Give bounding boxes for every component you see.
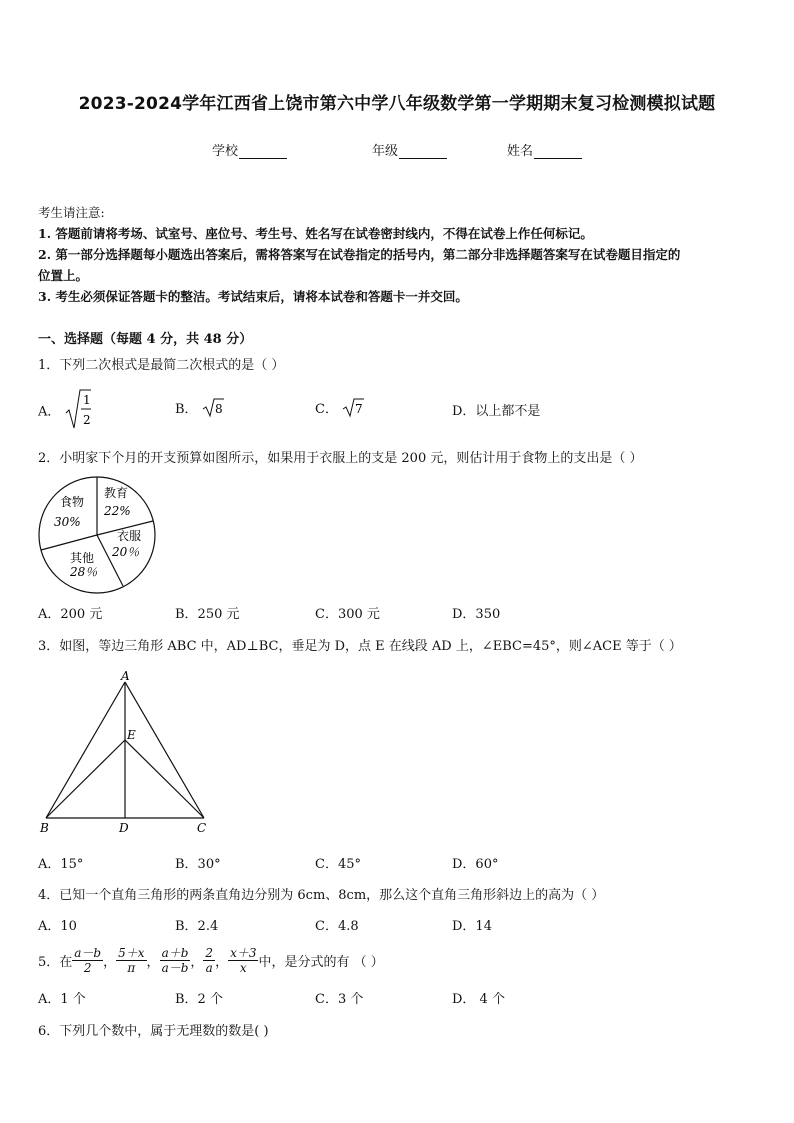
q1-option-c: C． 7 [315, 398, 364, 418]
q1-stem: 1．下列二次根式是最简二次根式的是（ ） [38, 358, 285, 373]
grade-field [372, 140, 447, 159]
q3-triangle-figure [36, 668, 216, 838]
grade-label: 年级 [372, 144, 399, 159]
q2-stem: 2．小明家下个月的开支预算如图所示，如果用于衣服上的支是 200 元，则估计用于食物上的支出是（ ） [38, 451, 643, 466]
q4-option-a: A．10 [38, 919, 77, 934]
q5-option-a: A．1 个 [38, 992, 86, 1007]
q3-stem: 3．如图，等边三角形 ABC 中，AD⊥BC，垂足为 D，点 E 在线段 AD 上，∠EBC=45°，则∠ACE 等于（ ） [38, 639, 682, 654]
q5-fraction-3: $\frac{a+b}{a-b}$ [161, 945, 189, 975]
q1-sqrt-8 [202, 398, 224, 418]
q1-sqrt-7 [342, 398, 364, 418]
name-blank [534, 144, 582, 159]
label-C: C [197, 821, 207, 835]
pie-pct-other: 28％ [70, 565, 98, 579]
pie-label-edu: 教育 [104, 486, 129, 500]
q3-option-a: A．15° [38, 857, 84, 872]
pie-label-other: 其他 [70, 551, 95, 565]
q4-option-b: B．2.4 [175, 919, 219, 934]
q6-stem: 6．下列几个数中，属于无理数的数是( ) [38, 1024, 269, 1039]
name-label: 姓名 [507, 144, 534, 159]
q5-option-b: B．2 个 [175, 992, 223, 1007]
q1-option-a: A． 1 2 [38, 388, 91, 432]
q2-option-d: D．350 [452, 607, 501, 622]
section-heading: 一、选择题（每题 4 分，共 48 分） [38, 332, 253, 347]
q4-option-c: C．4.8 [315, 919, 359, 934]
notice-item-3: 3. 考生必须保证答题卡的整洁。考试结束后，请将本试卷和答题卡一并交回。 [38, 289, 468, 304]
label-E: E [127, 728, 136, 742]
name-field [507, 140, 582, 159]
q2-option-a: A．200 元 [38, 607, 103, 622]
school-field [212, 140, 287, 159]
q3-option-b: B．30° [175, 857, 221, 872]
notice-item-1: 1. 答题前请将考场、试室号、座位号、考生号、姓名写在试卷密封线内，不得在试卷上作任何标记。 [38, 226, 593, 241]
q2-pie-chart [36, 476, 160, 594]
label-B: B [40, 821, 49, 835]
svg-text:7: 7 [355, 402, 363, 416]
school-blank [239, 144, 287, 159]
q5-fraction-1: $\frac{a-b}{2}$ [74, 945, 102, 975]
svg-text:8: 8 [214, 402, 223, 416]
q1-a-denominator: 2 [82, 413, 91, 427]
q3-option-c: C．45° [315, 857, 361, 872]
q3-option-d: D．60° [452, 857, 499, 872]
q4-stem: 4．已知一个直角三角形的两条直角边分别为 6cm、8cm，那么这个直角三角形斜边上的高为（ ） [38, 888, 605, 903]
q1-sqrt-fraction [65, 388, 91, 432]
label-D: D [119, 821, 129, 835]
grade-blank [399, 144, 447, 159]
q5-fraction-4: $\frac{2}{a}$ [205, 945, 214, 975]
q1-a-numerator: 1 [82, 393, 91, 407]
notice-item-2-cont: 位置上。 [38, 268, 89, 283]
notice-heading: 考生请注意: [38, 205, 105, 220]
q4-option-d: D．14 [452, 919, 492, 934]
notice-item-2: 2. 第一部分选择题每小题选出答案后，需将答案写在试卷指定的括号内，第二部分非选择题答案写在试卷题目指定的 [38, 247, 681, 262]
q5-fraction-5: $\frac{x+3}{x}$ [230, 945, 257, 975]
q5-option-c: C．3 个 [315, 992, 364, 1007]
label-A: A [121, 669, 130, 683]
q1-option-b: B． 8 [175, 398, 224, 418]
pie-label-food: 食物 [60, 495, 85, 509]
pie-pct-edu: 22% [104, 504, 131, 518]
pie-pct-food: 30% [54, 515, 81, 529]
q5-option-d: D． 4 个 [452, 992, 505, 1007]
q2-option-c: C．300 元 [315, 607, 380, 622]
pie-pct-cloth: 20％ [112, 545, 140, 559]
school-label: 学校 [212, 144, 239, 159]
page-title: 2023-2024学年江西省上饶市第六中学八年级数学第一学期期末复习检测模拟试题 [78, 94, 716, 114]
q2-option-b: B．250 元 [175, 607, 240, 622]
q5-stem: 5．在 $\frac{a-b}{2}$ ， $\frac{5+x}{\pi}$ ， $\frac{a+b}{a-b}$ ， $\frac{2}{a}$ ， $\frac{x+3}{x}$ 中，是分式的有 （ ） [38, 945, 384, 975]
q1-option-d: D．以上都不是 [452, 404, 541, 419]
pie-label-cloth: 衣服 [117, 529, 142, 543]
q5-fraction-2: $\frac{5+x}{\pi}$ [118, 945, 145, 975]
